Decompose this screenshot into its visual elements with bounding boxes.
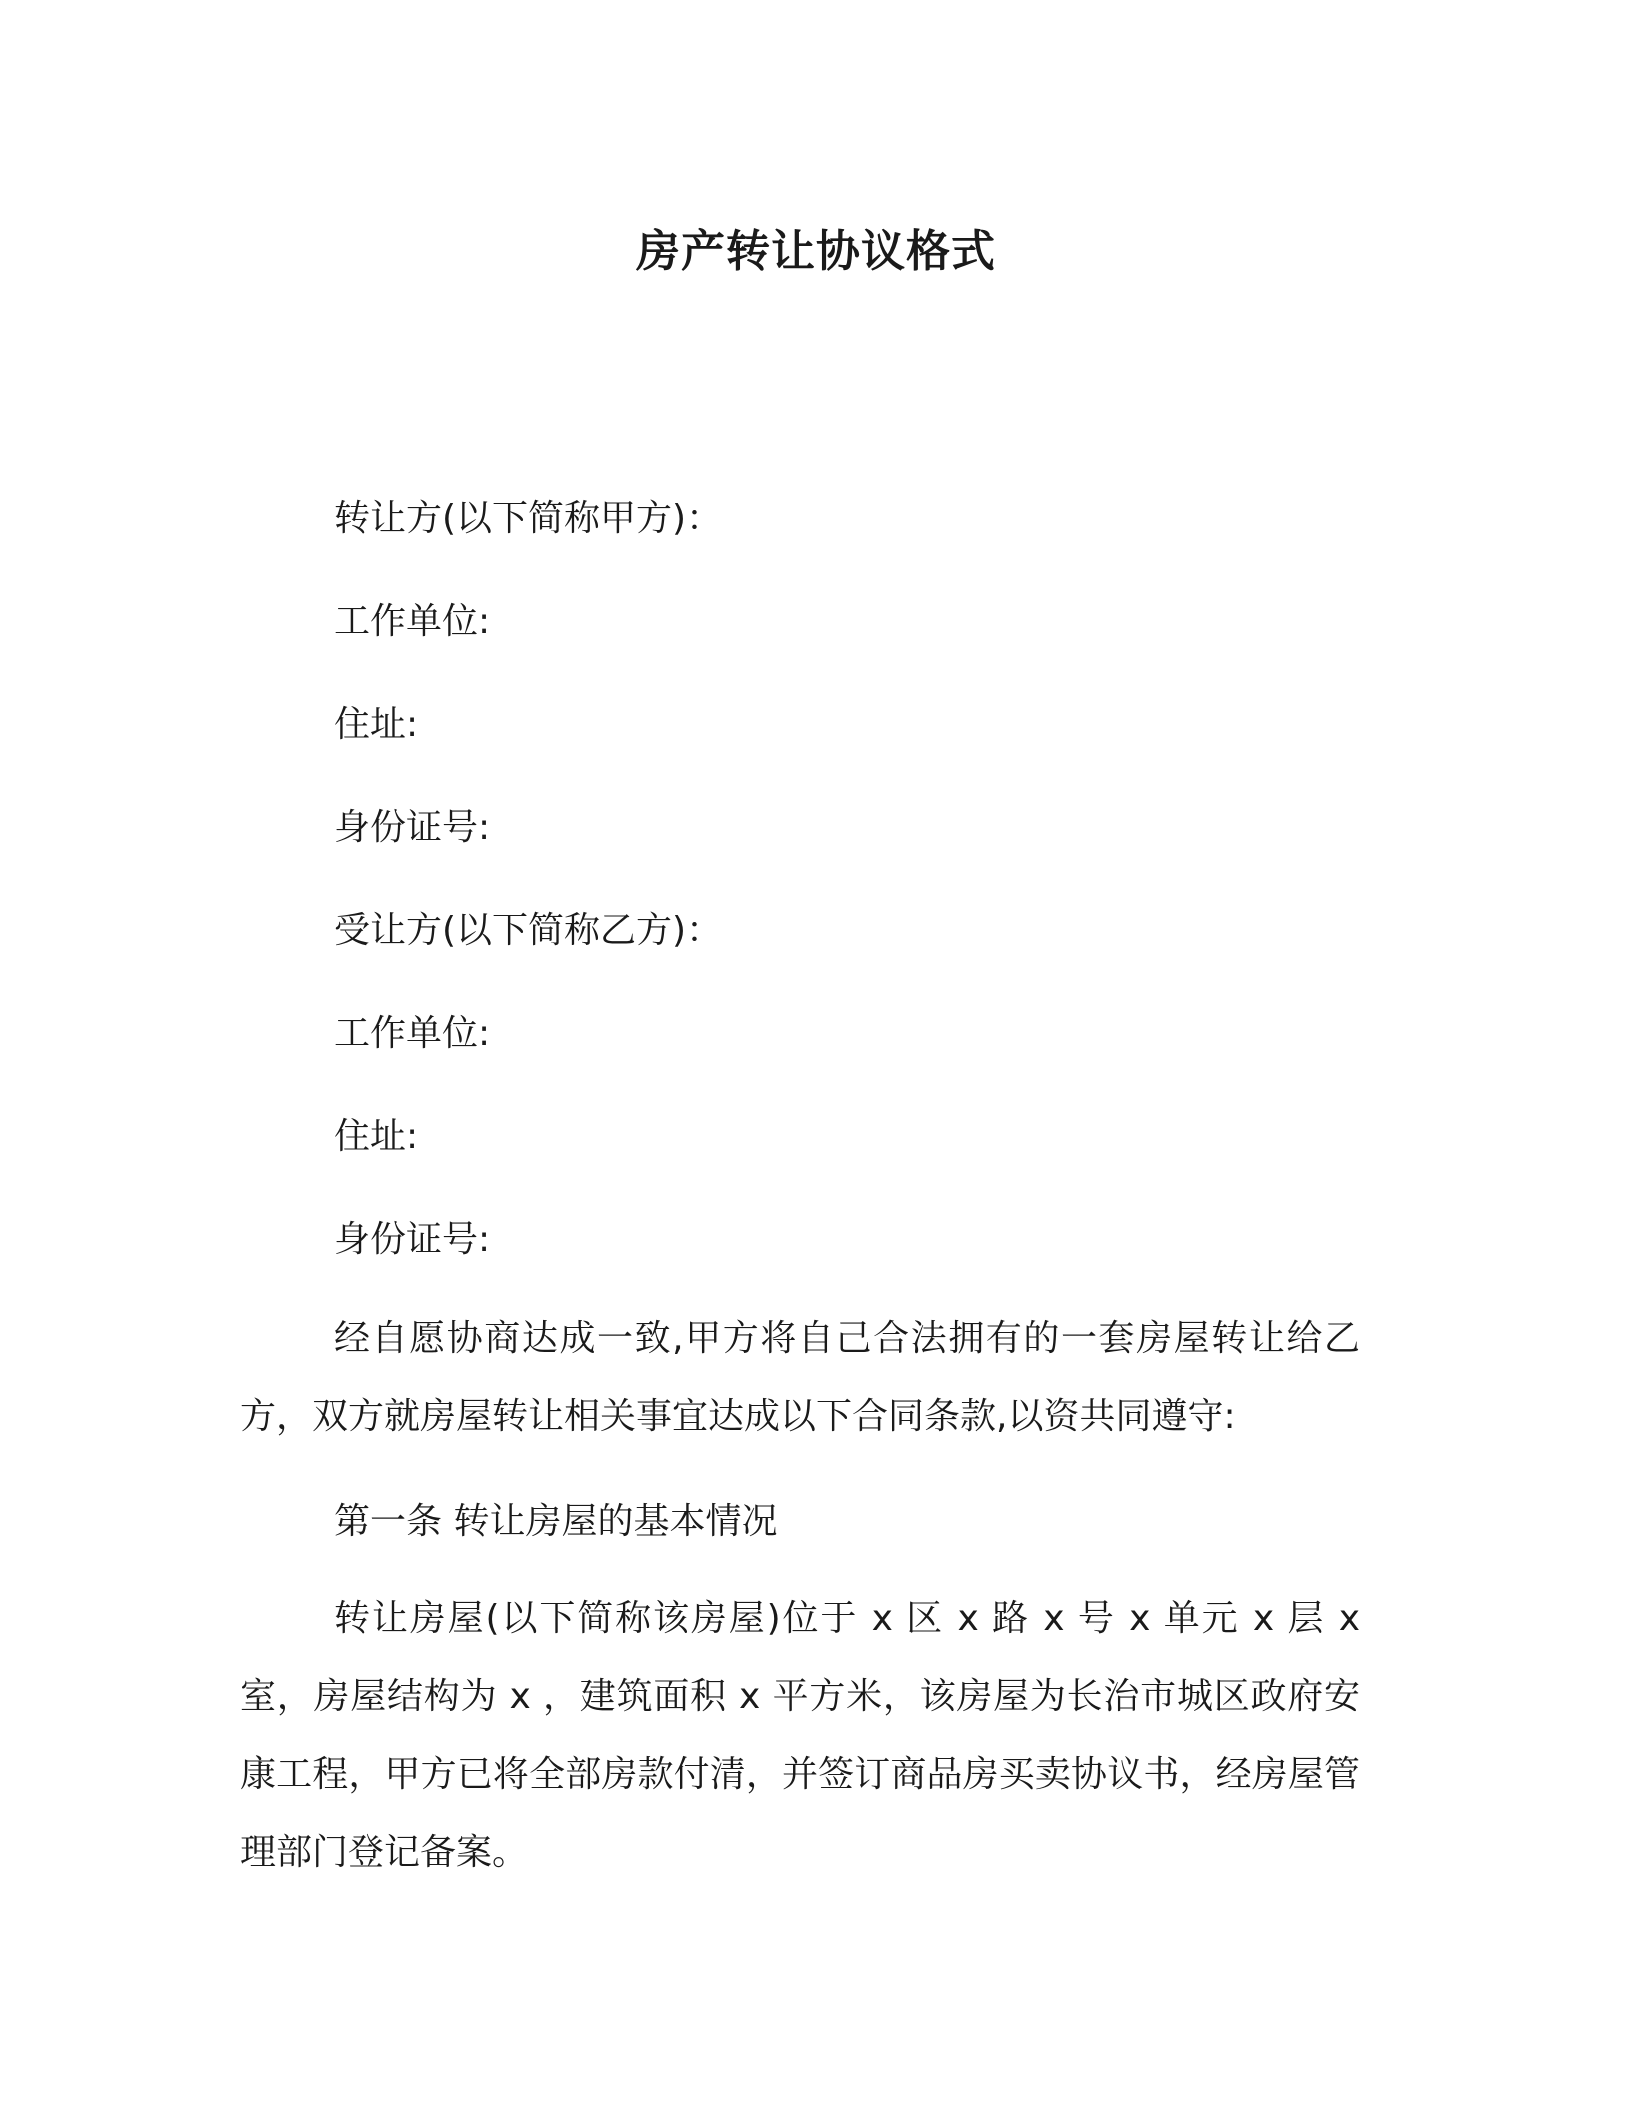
party-b-work-unit-label: 工作单位: [334, 1013, 491, 1054]
party-b-id-number-label: 身份证号: [334, 1219, 491, 1260]
party-b-heading: 受让方(以下简称乙方)： [334, 910, 723, 951]
party-a-address-label: 住址: [334, 704, 419, 745]
party-a-id-number-label: 身份证号: [334, 807, 491, 848]
document-title: 房产转让协议格式 [636, 226, 996, 277]
article-1-paragraph: 转让房屋(以下简称该房屋)位于 x 区 x 路 x 号 x 单元 x 层 x 室，房屋结构为 x ，建筑面积 x 平方米，该房屋为长治市城区政府安康工程，甲方已将全部房款付清，并签订商品房买卖协议书，经房屋管理部门登记备案。 [240, 1598, 1360, 1873]
intro-paragraph: 经自愿协商达成一致,甲方将自己合法拥有的一套房屋转让给乙方，双方就房屋转让相关事宜达成以下合同条款,以资共同遵守: [240, 1318, 1360, 1437]
party-a-work-unit-label: 工作单位: [334, 601, 491, 642]
party-b-address-label: 住址: [334, 1116, 419, 1157]
party-a-heading: 转让方(以下简称甲方)： [334, 498, 723, 539]
article-1-heading: 第一条 转让房屋的基本情况 [334, 1501, 778, 1542]
